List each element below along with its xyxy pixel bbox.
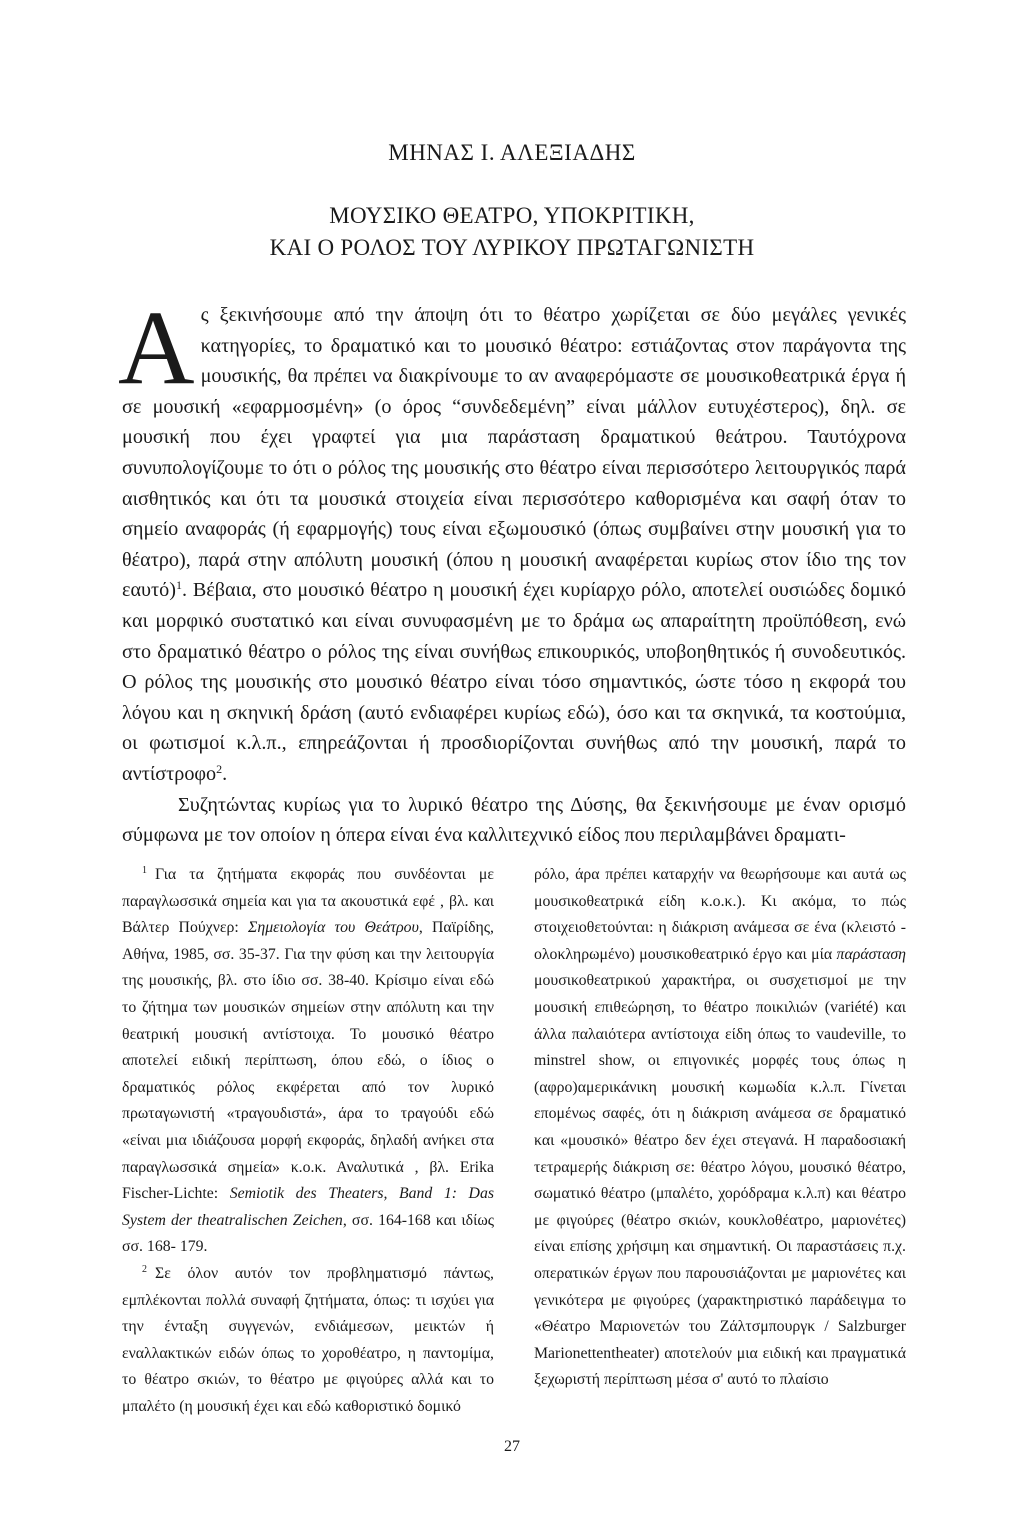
footnote-2 xyxy=(122,1261,494,1421)
footnote-2-mark: 2 xyxy=(142,1263,147,1275)
footnote-ref-2: 2 xyxy=(216,761,223,776)
title-line-1: ΜΟΥΣΙΚΟ ΘΕΑΤΡΟ, ΥΠΟΚΡΙΤΙΚΗ, xyxy=(329,203,695,228)
footnotes-column-right xyxy=(534,862,906,1394)
footnote-ref-1: 1 xyxy=(175,578,182,593)
article-body xyxy=(118,289,906,851)
page-number: 27 xyxy=(504,1438,520,1455)
paragraph-1-text-b: . Βέβαια, στο μουσικό θέατρο η μουσική έχει κυρίαρχο ρόλο, αποτελεί ουσιώδες δομικό και μορφικό συστατικό και είναι συνυφασμένη με το δράμα ως απαραίτητη προϋπόθεση, ενώ στο δραματικό θέατρο ο ρόλος της είναι συνήθως επικουρικός, υποβοηθητικός ή συνοδευτικός. Ο ρόλος της μουσικής στο μουσικό θέατρο είναι τόσο σημαντικός, ώστε τόσο η εκφορά του λόγου και η σκηνική δράση (αυτό ενδιαφέρει κυρίως εδώ), όσο και τα σκηνικά, τα κοστούμια, οι φωτισμοί κ.λ.π., επηρεάζονται ή προσδιορίζονται συνήθως από την μουσική, παρά το αντίστροφο xyxy=(122,579,906,785)
footnote-2-text-start: Σε όλον αυτόν τον προβληματισμό πάντως, εμπλέκονται πολλά συναφή ζητήματα, όπως: τι ισχύει για την ένταξη συγγενών, ενδιάμεσων, μεικτών ή εναλλακτικών ειδών όπως το χοροθέατρο, η παντομίμα, το θέατρο σκιών, το θέατρο με φιγούρες αλλά και το μπαλέτο (η μουσική έχει και εδώ καθοριστικό δομικό xyxy=(122,1264,494,1415)
footnote-2-italic: παράσταση xyxy=(836,945,906,963)
footnote-1-book-title-2: Semiotik des Theaters, Band 1: Das System der theatralischen Zeichen xyxy=(122,1185,494,1229)
footnote-1-book-title: Σημειολογία του Θεάτρου xyxy=(247,919,419,937)
paragraph-2: Συζητώντας κυρίως για το λυρικό θέατρο της Δύσης, θα ξεκινήσουμε με έναν ορισμό σύμφωνα με τον οποίον η όπερα είναι ένα καλλιτεχνικό είδος που περιλαμβάνει δραματι- xyxy=(122,793,906,847)
footnote-1 xyxy=(122,862,494,1261)
footnote-1-text-b: , Παϊρίδης, Αθήνα, 1985, σσ. 35-37. Για την φύση και την λειτουργία της μουσικής, βλ. στο ίδιο σσ. 38-40. Κρίσιμο είναι εδώ το ζήτημα των μουσικών σημείων στην απόλυτη και την θεατρική μουσική αντίστοιχα. Το μουσικό θέατρο αποτελεί ειδική περίπτωση, όπου εδώ, ο ίδιος ο δραματικός ρόλος εκφέρεται από τον λυρικό πρωταγωνιστή «τραγουδιστά», άρα το τραγούδι εδώ «είναι μια ιδιάζουσα μορφή εκφοράς, δηλαδή ανήκει στα παραγλωσσικά σημεία» κ.ο.κ. Αναλυτικά , βλ. Erika Fischer-Lichte: xyxy=(122,919,494,1203)
footnote-1-text-c: , σσ. 164-168 και ιδίως σσ. 168- 179. xyxy=(122,1211,495,1256)
paragraph-1-text-c: . xyxy=(222,762,228,785)
drop-cap: Α xyxy=(118,289,195,406)
footnotes-column-left xyxy=(122,862,494,1420)
paragraph-1 xyxy=(118,289,906,790)
paragraph-1-text-a: ς ξεκινήσουμε από την άποψη ότι το θέατρο χωρίζεται σε δύο μεγάλες γενικές κατηγορίες, το δραματικό και το μουσικό θέατρο: εστιάζοντας στον παράγοντα της μουσικής, θα πρέπει να διακρίνουμε το αν αναφερόμαστε σε μουσικοθεατρικά έργα ή σε μουσική «εφαρμοσμένη» (ο όρος “συνδεδεμένη” είναι μάλλον ευτυχέστερος), δηλ. σε μουσική που έχει γραφτεί για μια παράσταση δραματικού θεάτρου. Ταυτόχρονα συνυπολογίζουμε το ότι ο ρόλος της μουσικής στο θέατρο είναι περισσότερο λειτουργικός παρά αισθητικός και ότι τα μουσικά στοιχεία είναι περισσότερο καθορισμένα και σαφή όταν το σημείο αναφοράς (ή εφαρμογής) τους είναι εξωμουσικό (όπως συμβαίνει στην μουσική για το θέατρο), παρά στην απόλυτη μουσική (όπου η μουσική αναφέρεται κυρίως στον ίδιο της τον εαυτό) xyxy=(122,304,906,602)
footnote-1-text-a: Για τα ζητήματα εκφοράς που συνδέονται με παραγλωσσικά σημεία και για τα ακουστικά εφέ , βλ. και Βάλτερ Πούχνερ: xyxy=(122,866,494,937)
article-title xyxy=(0,200,1024,264)
title-line-2: ΚΑΙ Ο ΡΟΛΟΣ ΤΟΥ ΛΥΡΙΚΟΥ ΠΡΩΤΑΓΩΝΙΣΤΗ xyxy=(269,235,755,260)
footnote-2-text-b: μουσικοθεατρικού χαρακτήρα, οι συσχετισμοί με την μουσική επιθεώρηση, το θέατρο ποικιλιών (variété) και άλλα παλαιότερα αντίστοιχα είδη όπως το vaudeville, το minstrel show, οι επιγονικές μορφές τους όπως η (αφρο)αμερικάνικη μουσική κωμωδία κ.λ.π. Γίνεται επομένως σαφές, ότι η διάκριση ανάμεσα σε δραματικό και «μουσικό» θέατρο δεν έχει στεγανά. Η παραδοσιακή τετραμερής διάκριση σε: θέατρο λόγου, μουσικό θέατρο, σωματικό θέατρο (μπαλέτο, χορόδραμα κ.λ.π) και θέατρο με φιγούρες (θέατρο σκιών, κουκλοθέατρο, μαριονέτες) είναι επίσης χρήσιμη και σημαντική. Οι παραστάσεις π.χ. οπερατικών έργων που παρουσιάζονται με μαριονέτες και γενικότερα με φιγούρες (χαρακτηριστικό παράδειγμα το «Θέατρο Μαριονετών του Ζάλτσμπουργκ / Salzburger Marionettentheater) αποτελούν μια ειδική και πραγματικά ξεχωριστή περίπτωση μέσα σ' αυτό το πλαίσιο xyxy=(534,972,906,1389)
author-name: ΜΗΝΑΣ Ι. ΑΛΕΞΙΑΔΗΣ xyxy=(388,140,636,165)
footnote-1-mark: 1 xyxy=(142,865,147,876)
footnote-2-continued xyxy=(534,862,906,1394)
footnote-2-text-cont: ρόλο, άρα πρέπει καταρχήν να θεωρήσουμε και αυτά ως μουσικοθεατρικά είδη κ.ο.κ.). Κι ακόμα, το πώς στοιχειοθετούνται: η διάκριση ανάμεσα σε ένα (κλειστό - ολοκληρωμένο) μουσικοθεατρικό έργο και μία xyxy=(534,866,906,963)
